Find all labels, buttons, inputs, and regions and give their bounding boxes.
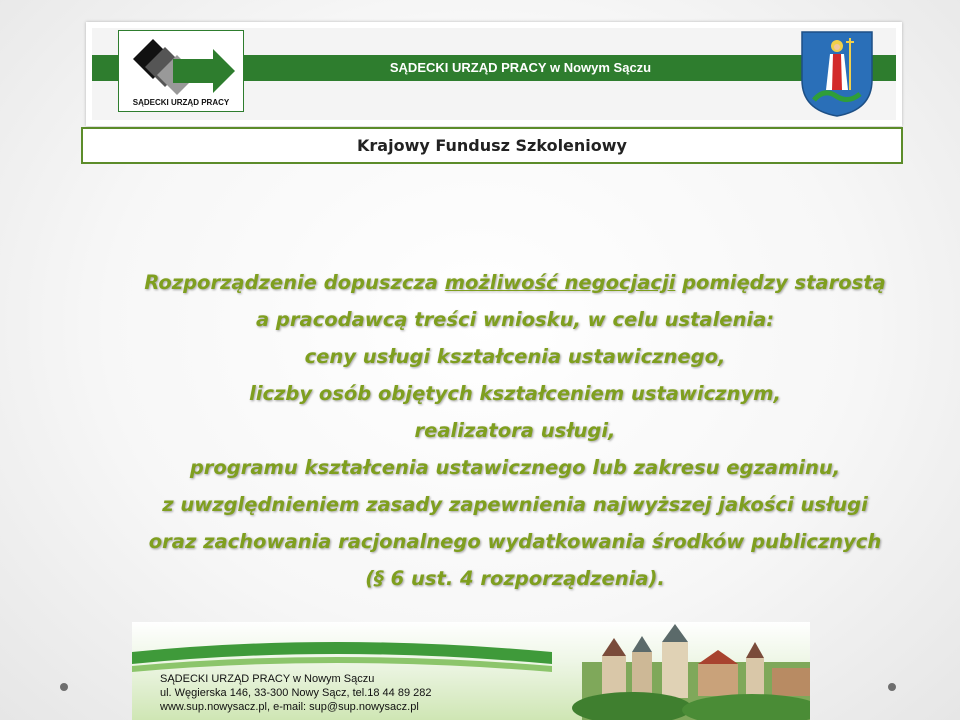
sup-logo xyxy=(118,30,244,112)
footer-line-1: SĄDECKI URZĄD PRACY w Nowym Sączu xyxy=(160,673,375,685)
text-emphasis: możliwość negocjacji xyxy=(444,271,676,294)
text-line-4: liczby osób objętych kształceniem ustawicznym, xyxy=(249,382,781,405)
text-line-9: (§ 6 ust. 4 rozporządzenia). xyxy=(365,567,665,590)
text-line-6: programu kształcenia ustawicznego lub zakresu egzaminu, xyxy=(189,456,841,479)
bullet-dot-left xyxy=(60,683,68,691)
footer-banner xyxy=(132,622,810,720)
text-line-1-pre: Rozporządzenie dopuszcza xyxy=(144,271,445,294)
logo-text: SĄDECKI URZĄD PRACY xyxy=(132,98,230,107)
bullet-dot-right xyxy=(888,683,896,691)
text-line-1-post: pomiędzy starostą xyxy=(675,271,886,294)
coat-of-arms-icon xyxy=(800,30,874,118)
text-line-2: a pracodawcą treści wniosku, w celu ustalenia: xyxy=(255,308,775,331)
footer-address xyxy=(160,672,432,714)
subtitle: Krajowy Fundusz Szkoleniowy xyxy=(81,127,903,164)
footer-line-3: www.sup.nowysacz.pl, e-mail: sup@sup.nowysacz.pl xyxy=(160,701,419,713)
text-line-3: ceny usługi kształcenia ustawicznego, xyxy=(304,345,726,368)
main-text xyxy=(70,264,960,597)
text-line-1 xyxy=(70,264,960,301)
text-line-8: oraz zachowania racjonalnego wydatkowania środków publicznych xyxy=(148,530,882,553)
text-line-5: realizatora usługi, xyxy=(414,419,616,442)
footer-line-2: ul. Węgierska 146, 33-300 Nowy Sącz, tel.18 44 89 282 xyxy=(160,687,432,699)
text-line-7: z uwzględnieniem zasady zapewnienia najwyższej jakości usługi xyxy=(162,493,868,516)
org-title: SĄDECKI URZĄD PRACY w Nowym Sączu xyxy=(389,60,652,75)
